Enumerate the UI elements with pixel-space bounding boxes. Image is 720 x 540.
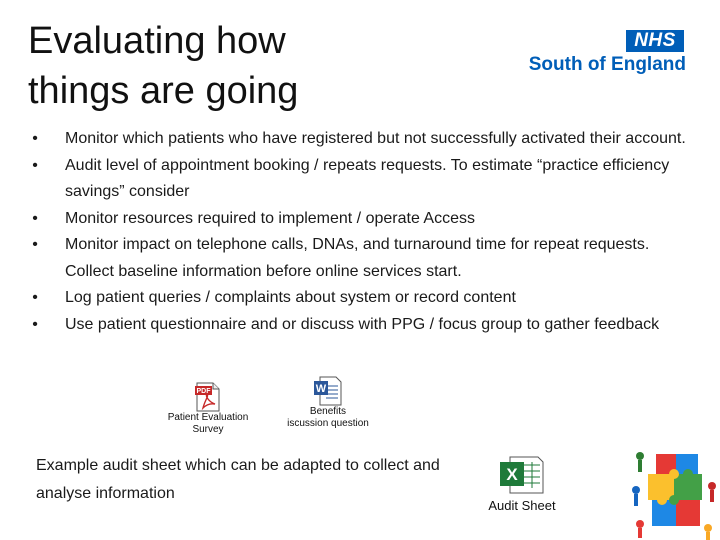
- pdf-badge-label: PDF: [196, 388, 211, 395]
- page-title: [28, 16, 408, 116]
- page-title-line-2: things are going: [28, 70, 299, 112]
- excel-badge-label: X: [506, 465, 518, 484]
- bullet-dot-icon: •: [32, 156, 38, 174]
- bullet-text: Log patient queries / complaints about system or record content: [65, 289, 516, 306]
- bullet-item: [28, 153, 688, 206]
- bullet-dot-icon: •: [32, 289, 38, 306]
- bullet-dot-icon: •: [32, 315, 38, 333]
- bullet-text: Monitor which patients who have registered but not successfully activated their account.: [65, 130, 686, 147]
- page-title-line-1: Evaluating how: [28, 20, 286, 62]
- bullet-list: [28, 126, 688, 338]
- bullet-dot-icon: •: [32, 209, 38, 227]
- word-file-icon: [314, 376, 342, 406]
- audit-sheet-attachment[interactable]: [476, 456, 568, 514]
- bullet-text: Audit level of appointment booking / repeats requests. To estimate “practice efficiency savings” consider: [65, 156, 670, 200]
- pdf-file-icon: [195, 382, 221, 412]
- benefits-discussion-attachment[interactable]: [280, 376, 376, 430]
- puzzle-people-illustration: [626, 446, 720, 540]
- nhs-region-name: South of England: [528, 54, 686, 75]
- word-caption-line-2: iscussion question: [287, 418, 369, 429]
- bullet-text: Use patient questionnaire and or discuss with PPG / focus group to gather feedback: [65, 315, 660, 333]
- bullet-item: [28, 206, 688, 233]
- word-badge-label: W: [315, 383, 327, 395]
- pdf-caption-line-2: Survey: [192, 424, 224, 435]
- bullet-item: [28, 285, 688, 312]
- bullet-dot-icon: •: [32, 236, 38, 253]
- patient-evaluation-survey-attachment[interactable]: [162, 382, 254, 436]
- bullet-item: [28, 232, 688, 285]
- word-caption-line-1: Benefits: [309, 406, 347, 417]
- nhs-badge: NHS: [626, 30, 684, 52]
- pdf-caption-line-1: Patient Evaluation: [167, 412, 249, 423]
- bullet-item: [28, 126, 688, 153]
- bullet-text: Monitor resources required to implement / operate Access: [65, 209, 475, 227]
- excel-caption: Audit Sheet: [488, 498, 556, 513]
- nhs-logo: [522, 30, 688, 78]
- bullet-item: [28, 312, 688, 339]
- bullet-dot-icon: •: [32, 130, 38, 147]
- example-audit-text: Example audit sheet which can be adapted to collect and analyse information: [36, 457, 440, 502]
- excel-file-icon: [500, 456, 544, 494]
- bullet-text: Monitor impact on telephone calls, DNAs, and turnaround time for repeat requests. Collect baseline information before online services start.: [65, 236, 650, 280]
